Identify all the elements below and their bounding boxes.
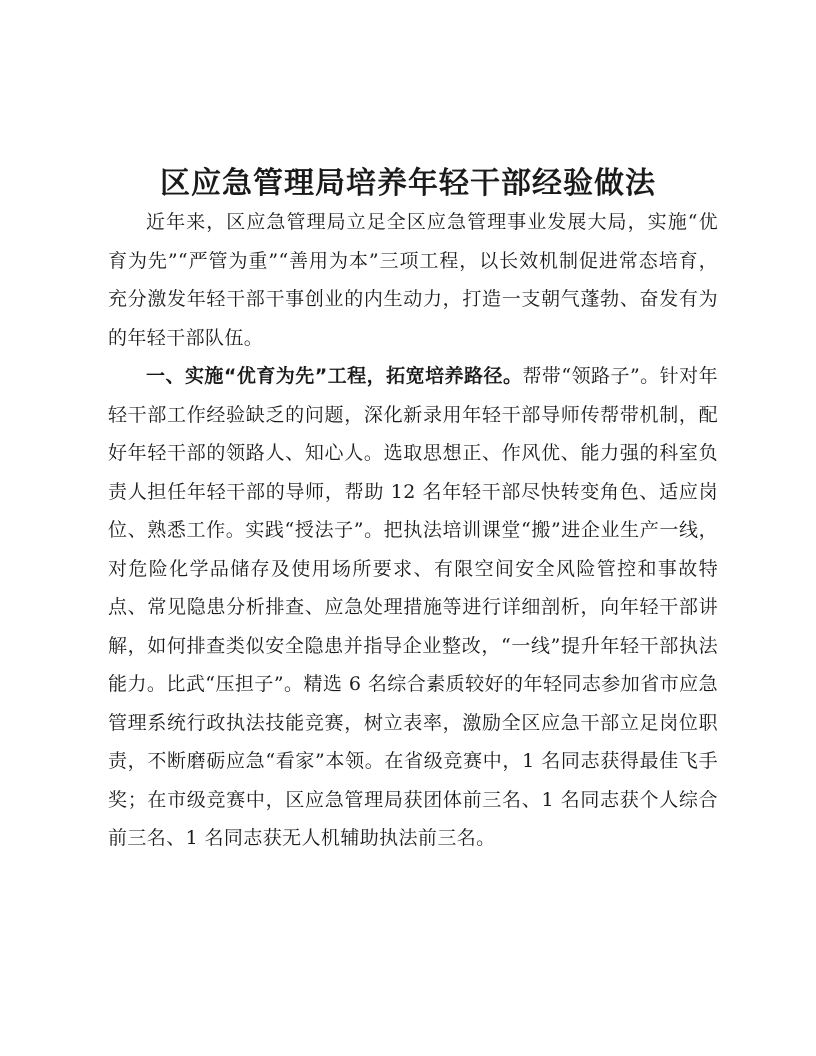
- section-1-paragraph: [108, 357, 718, 858]
- document-title: 区应急管理局培养年轻干部经验做法: [160, 166, 656, 202]
- section-1-heading: 一、实施“优育为先”工程，拓宽培养路径。: [146, 365, 523, 387]
- section-1-body: 帮带“领路子”。针对年轻干部工作经验缺乏的问题，深化新录用年轻干部导师传帮带机制，配好年轻干部的领路人、知心人。选取思想正、作风优、能力强的科室负责人担任年轻干部的导师，帮助 12 名年轻干部尽快转变角色、适应岗位、熟悉工作。实践“授法子”。把执法培训课堂“搬”进企业生产一线，对危险化学品储存及使用场所要求、有限空间安全风险管控和事故特点、常见隐患分析排查、应急处理措施等进行详细剖析，向年轻干部讲解，如何排查类似安全隐患并指导企业整改，“一线”提升年轻干部执法能力。比武“压担子”。精选 6 名综合素质较好的年轻同志参加省市应急管理系统行政执法技能竞赛，树立表率，激励全区应急干部立足岗位职责，不断磨砺应急“看家”本领。在省级竞赛中，1 名同志获得最佳飞手奖；在市级竞赛中，区应急管理局获团体前三名、1 名同志获个人综合前三名、1 名同志获无人机辅助执法前三名。: [108, 365, 718, 849]
- intro-paragraph: 近年来，区应急管理局立足全区应急管理事业发展大局，实施“优育为先”“严管为重”“善用为本”三项工程，以长效机制促进常态培育，充分激发年轻干部干事创业的内生动力，打造一支朝气蓬勃、奋发有为的年轻干部队伍。: [108, 211, 718, 349]
- document-body: [108, 203, 718, 858]
